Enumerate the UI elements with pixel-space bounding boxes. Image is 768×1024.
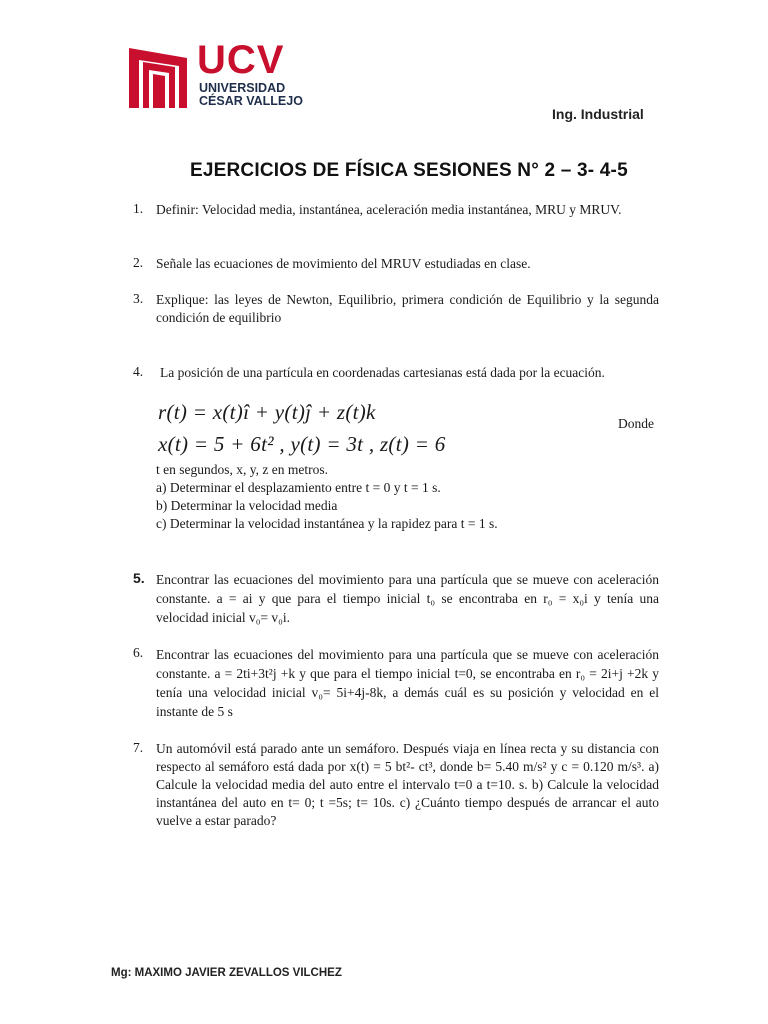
subitem-c: c) Determinar la velocidad instantánea y la rapidez para t = 1 s. [156,516,498,531]
donde-label: Donde [618,416,654,431]
item-number: 3. [133,291,144,306]
item-text: Definir: Velocidad media, instantánea, aceleración media instantánea, MRU y MRUV. [156,202,622,217]
subitem-b: b) Determinar la velocidad media [156,498,338,513]
item-text: Señale las ecuaciones de movimiento del MRUV estudiadas en clase. [156,256,531,271]
logo-line1: UNIVERSIDAD [199,81,286,95]
item-number: 7. [133,740,144,755]
ucv-logo-icon [127,44,189,112]
component-equations: x(t) = 5 + 6t² , y(t) = 3t , z(t) = 6 [158,432,446,456]
units-note: t en segundos, x, y, z en metros. [156,462,328,477]
item-number: 6. [133,645,144,660]
item-number: 2. [133,255,144,270]
item-text: Explique: las leyes de Newton, Equilibrio, primera condición de Equilibrio y la segunda condición de equilibrio [156,292,659,325]
item-text: Encontrar las ecuaciones del movimiento para una partícula que se mueve con aceleración constante. a = ai y que para el tiempo inicial t₀ se encontraba en r₀ = x₀i y tenía una velocidad inicial v₀= v₀i. [156,572,659,625]
footer-author: Mg: MAXIMO JAVIER ZEVALLOS VILCHEZ [111,967,342,979]
item-number: 1. [133,201,144,216]
item-text: La posición de una partícula en coordenadas cartesianas está dada por la ecuación. [160,365,605,380]
logo-line2: CÉSAR VALLEJO [199,94,303,108]
item-number: 5. [133,570,145,586]
item-text: Encontrar las ecuaciones del movimiento para una partícula que se mueve con aceleración constante. a = 2ti+3t²j +k y que para el tiempo inicial t=0, se encontraba en r₀ = 2i+j +2k y tenía una velocidad inicial v₀= 5i+4j-8k, a demás cuál es su posición y velocidad en el instante de 5 s [156,647,659,719]
department-label: Ing. Industrial [552,106,644,122]
logo-brand: UCV [197,38,285,82]
page-title: EJERCICIOS DE FÍSICA SESIONES N° 2 – 3- 4-5 [190,160,628,181]
item-text: Un automóvil está parado ante un semáforo. Después viaja en línea recta y su distancia con respecto al semáforo está dada por x(t) = 5 bt²- ct³, donde b= 5.40 m/s² y c = 0.120 m/s³. a) Calcule la velocidad media del auto entre el intervalo t=0 a t=10. s. b) Calcule la velocidad instantánea del auto en t= 0; t =5s; t= 10s. c) ¿Cuánto tiempo después de arrancar el auto vuelve a estar parado? [156,741,659,828]
item-number: 4. [133,364,144,379]
subitem-a: a) Determinar el desplazamiento entre t = 0 y t = 1 s. [156,480,441,495]
position-vector-equation: r(t) = x(t)î + y(t)ĵ + z(t)k [158,400,376,424]
